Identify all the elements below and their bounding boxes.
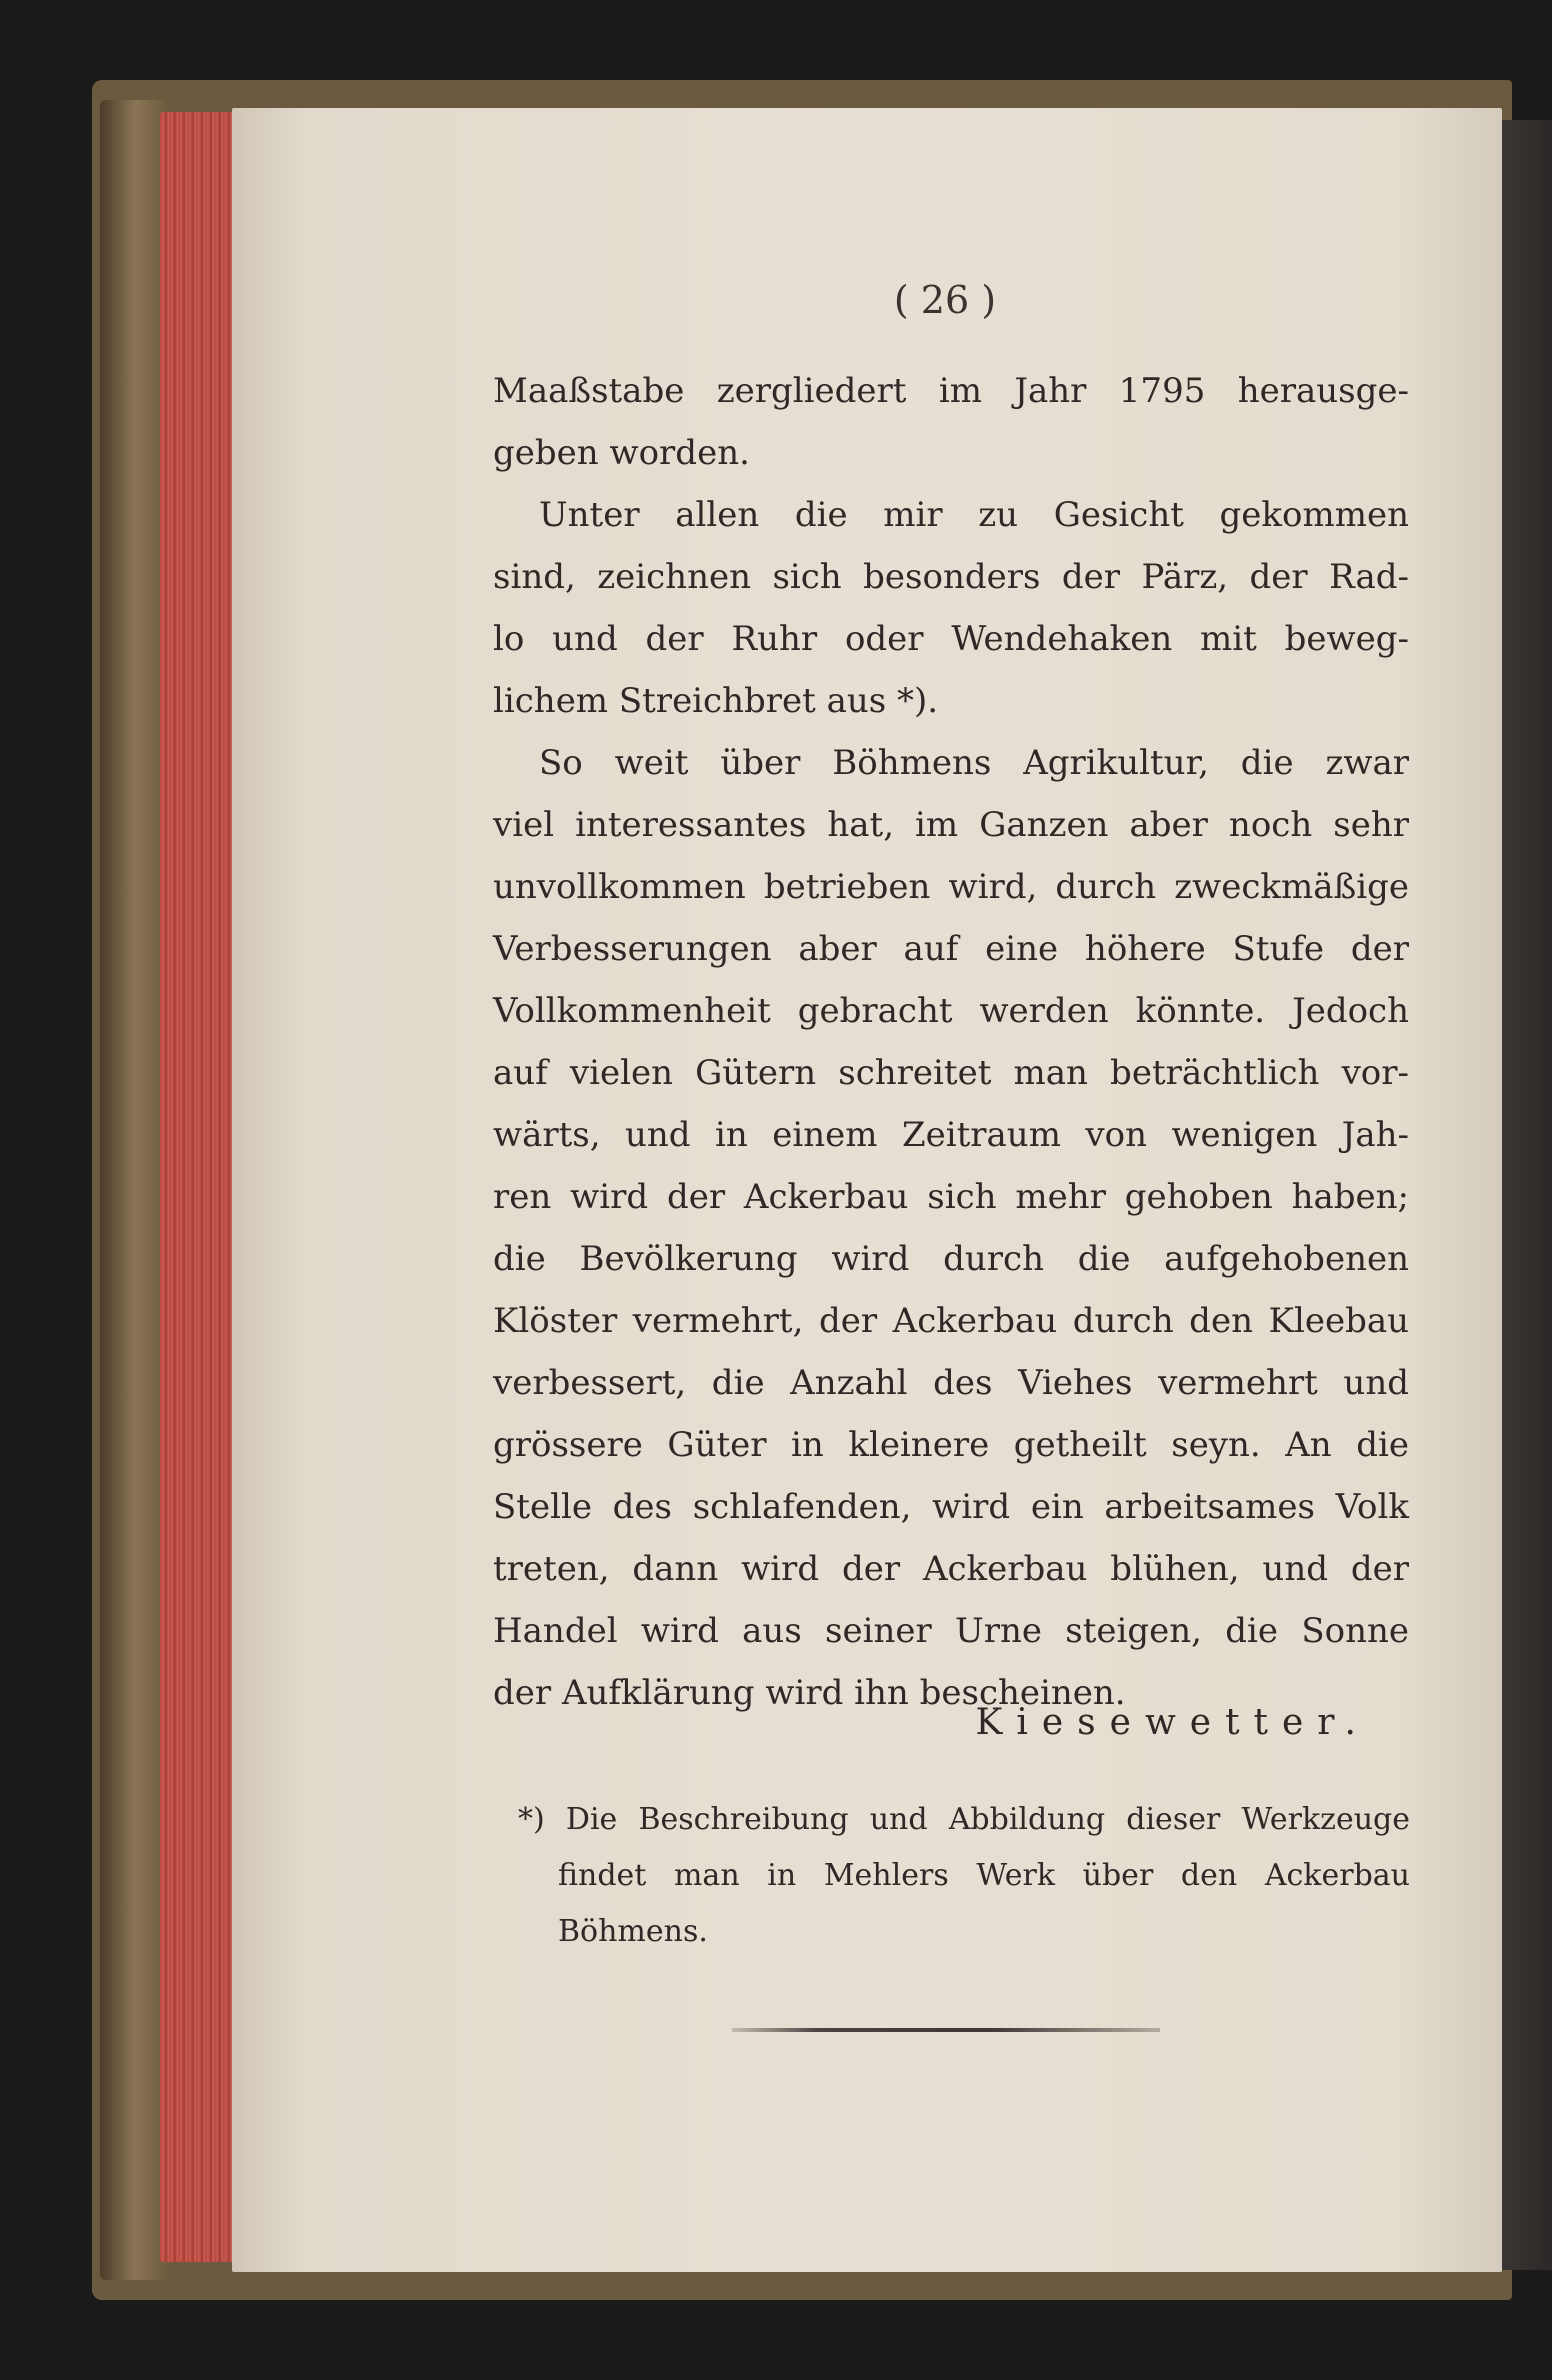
text-line: Verbesserungen aber auf eine höhere Stufe der [493,929,1409,969]
text-line: Vollkommenheit gebracht werden könnte. Jedoch [493,991,1409,1031]
text-line: Handel wird aus seiner Urne steigen, die Sonne [493,1611,1409,1651]
text-line: treten, dann wird der Ackerbau blühen, und der [493,1549,1409,1589]
text-line: verbessert, die Anzahl des Viehes vermehrt und [493,1363,1409,1403]
body-text [493,360,1409,1724]
footnote-line: Böhmens. [558,1914,708,1949]
text-line: So weit über Böhmens Agrikultur, die zwar [539,743,1409,783]
text-line: Klöster vermehrt, der Ackerbau durch den Kleebau [493,1301,1409,1341]
text-line: die Bevölkerung wird durch die aufgehobenen [493,1239,1409,1279]
author-signature: Kiesewetter. [975,1702,1370,1743]
text-line: grössere Güter in kleinere getheilt seyn. An die [493,1425,1409,1465]
page-number: ( 26 ) [893,278,997,322]
text-line: auf vielen Gütern schreitet man beträchtlich vor- [493,1053,1409,1093]
text-line: unvollkommen betrieben wird, durch zweckmäßige [493,867,1409,907]
text-line: sind, zeichnen sich besonders der Pärz, der Rad- [493,557,1409,597]
text-line: viel interessantes hat, im Ganzen aber noch sehr [493,805,1409,845]
footnote-line: findet man in Mehlers Werk über den Ackerbau [558,1858,1410,1893]
end-rule [732,2028,1160,2032]
text-line: ren wird der Ackerbau sich mehr gehoben haben; [493,1177,1409,1217]
text-line: Unter allen die mir zu Gesicht gekommen [539,495,1409,535]
right-background-strip [1500,120,1552,2270]
text-line: geben worden. [493,433,750,473]
footnote [518,1792,1410,1960]
text-line: lichem Streichbret aus *). [493,681,939,721]
text-line: Maaßstabe zergliedert im Jahr 1795 herausge- [493,371,1409,411]
text-line: Stelle des schlafenden, wird ein arbeitsames Volk [493,1487,1409,1527]
text-line: lo und der Ruhr oder Wendehaken mit beweg- [493,619,1409,659]
text-line: wärts, und in einem Zeitraum von wenigen Jah- [493,1115,1409,1155]
text-line: der Aufklärung wird ihn bescheinen. [493,1673,1126,1713]
footnote-line: *) Die Beschreibung und Abbildung dieser Werkzeuge [518,1802,1410,1837]
